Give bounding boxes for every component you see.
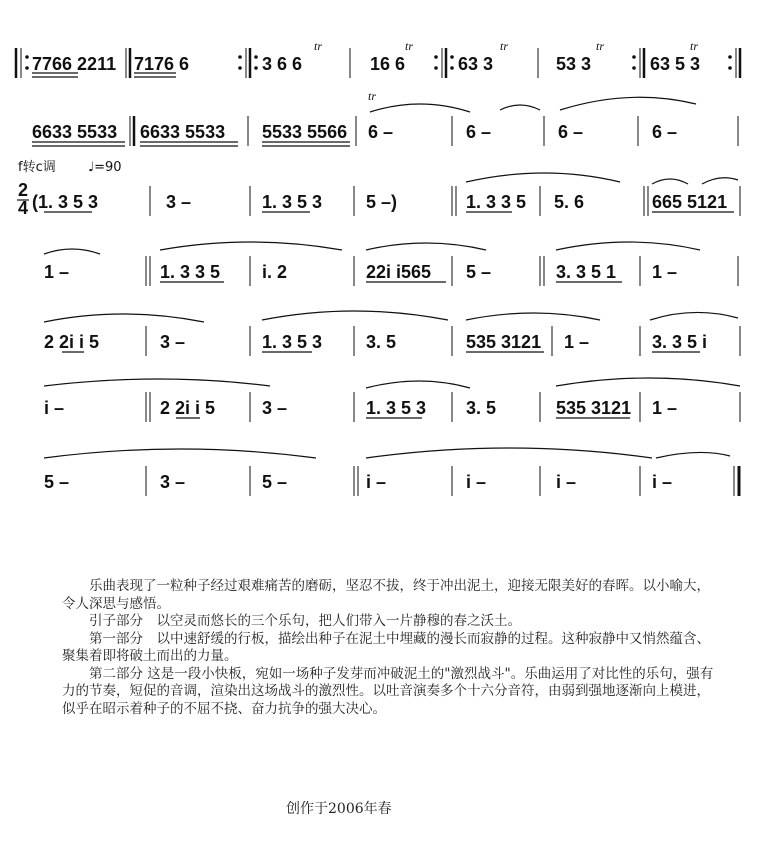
measure-4-4: 22i i565 [366, 262, 432, 282]
measure-6-5: 3. 5 [466, 398, 497, 418]
score-row-1 [16, 39, 740, 78]
trill-mark: tr [314, 39, 323, 53]
measure-3-3: 1. 3 5 3 [262, 192, 323, 212]
measure-4-5: 5 – [466, 262, 492, 282]
measure-6-2: 2 2i i 5 [160, 398, 216, 418]
measure-7-1: 5 – [44, 472, 70, 492]
measure-1-7: 63 5 3 [650, 54, 701, 74]
score-row-3 [17, 173, 740, 218]
measure-5-5: 535 3121 [466, 332, 542, 352]
measure-6-4: 1. 3 5 3 [366, 398, 427, 418]
measure-7-4: i – [366, 472, 387, 492]
measure-2-6: 6 – [558, 122, 584, 142]
score-row-5 [44, 311, 740, 356]
score-row-2 [32, 89, 738, 146]
composition-date: 创作于2006年春 [286, 801, 392, 817]
description-section-one: 第一部分 以中速舒缓的行板，描绘出种子在泥土中埋藏的漫长而寂静的过程。这种寂静中又悄然蕴含、聚集着即将破土而出的力量。 [62, 630, 710, 664]
measure-1-5: 63 3 [458, 54, 494, 74]
measure-3-1: (1. 3 5 3 [32, 192, 99, 212]
measure-2-7: 6 – [652, 122, 678, 142]
score-row-4 [44, 242, 738, 286]
measure-1-1: 7766 2211 [32, 54, 117, 74]
measure-7-7: i – [652, 472, 673, 492]
measure-1-6: 53 3 [556, 54, 592, 74]
measure-7-3: 5 – [262, 472, 288, 492]
trill-mark: tr [596, 39, 605, 53]
measure-6-7: 1 – [652, 398, 678, 418]
measure-6-3: 3 – [262, 398, 288, 418]
time-signature-bottom: 4 [18, 198, 29, 218]
description-section-intro: 引子部分 以空灵而悠长的三个乐句，把人们带入一片静穆的春之沃土。 [89, 613, 521, 629]
measure-3-5: 1. 3 3 5 [466, 192, 527, 212]
measure-5-6: 1 – [564, 332, 590, 352]
measure-7-5: i – [466, 472, 487, 492]
measure-6-1: i – [44, 398, 65, 418]
measure-5-7: 3. 3 5 i [652, 332, 708, 352]
score-row-7 [44, 448, 739, 496]
description-intro: 乐曲表现了一粒种子经过艰难痛苦的磨砺，坚忍不拔，终于冲出泥土，迎接无限美好的春晖。以小喻大，令人深思与感悟。 [62, 578, 710, 612]
measure-2-5: 6 – [466, 122, 492, 142]
score-row-6 [44, 378, 740, 422]
measure-4-6: 3. 3 5 1 [556, 262, 617, 282]
measure-7-2: 3 – [160, 472, 186, 492]
measure-1-4: 16 6 [370, 54, 406, 74]
measure-5-4: 3. 5 [366, 332, 397, 352]
measure-3-7: 665 5121 [652, 192, 728, 212]
measure-2-1: 6633 5533 [32, 122, 118, 142]
description-text [62, 578, 722, 718]
measure-6-6: 535 3121 [556, 398, 632, 418]
measure-4-1: 1 – [44, 262, 70, 282]
measure-5-1: 2 2i i 5 [44, 332, 100, 352]
measure-3-6: 5. 6 [554, 192, 585, 212]
trill-mark: tr [368, 89, 377, 103]
measure-2-2: 6633 5533 [140, 122, 226, 142]
measure-2-3: 5533 5566 [262, 122, 348, 142]
trill-mark: tr [405, 39, 414, 53]
measure-1-2: 7176 6 [134, 54, 190, 74]
measure-7-6: i – [556, 472, 577, 492]
tempo-marking: ♩=90 [88, 160, 122, 175]
measure-5-2: 3 – [160, 332, 186, 352]
description-section-two: 第二部分 这是一段小快板，宛如一场种子发芽而冲破泥土的"激烈战斗"。乐曲运用了对比性的乐句，强有力的节奏，短促的音调，渲染出这场战斗的激烈性。以吐音演奏多个十六分音符，由弱到强地逐渐向上模进，似乎在昭示着种子的不屈不挠、奋力抗争的强大决心。 [62, 665, 714, 717]
measure-4-7: 1 – [652, 262, 678, 282]
measure-2-4: 6 – [368, 122, 394, 142]
measure-4-3: i. 2 [262, 262, 288, 282]
measure-4-2: 1. 3 3 5 [160, 262, 221, 282]
measure-3-4: 5 –) [366, 192, 398, 212]
trill-mark: tr [690, 39, 699, 53]
measure-3-2: 3 – [166, 192, 192, 212]
key-change-label: f转c调 [18, 160, 56, 175]
time-signature-top: 2 [18, 180, 29, 200]
measure-5-3: 1. 3 5 3 [262, 332, 323, 352]
measure-1-3: 3 6 6 [262, 54, 303, 74]
trill-mark: tr [500, 39, 509, 53]
